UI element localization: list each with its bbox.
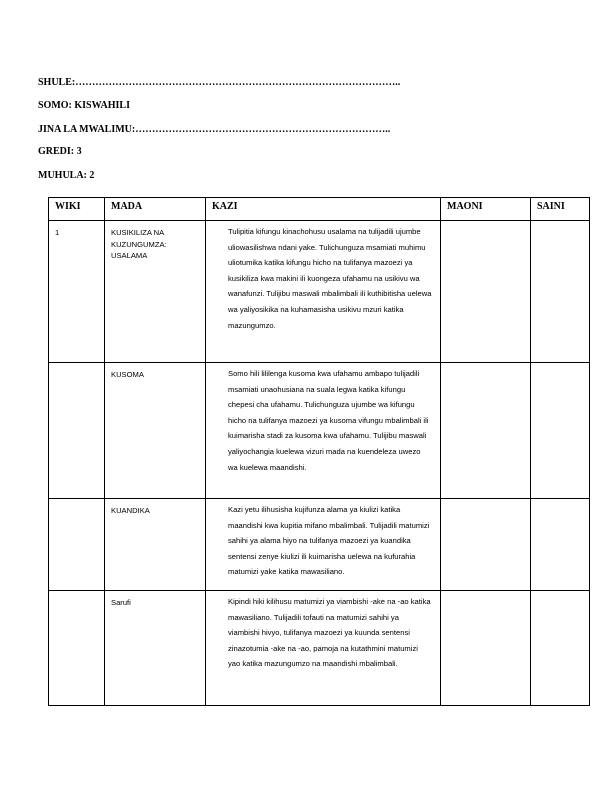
week-cell (49, 499, 105, 591)
comments-cell (441, 363, 531, 499)
week-cell (49, 363, 105, 499)
column-header-wiki: WIKI (49, 198, 105, 221)
work-cell: Somo hili lililenga kusoma kwa ufahamu ambapo tulijadili msamiati unaohusiana na suala legwa katika kifungu chepesi cha ufahamu. Tulichunguza ujumbe wa kifungu hicho na tulifanya mazoezi ya kusoma vifungu mbalimbali ili kuimarisha stadi za kusoma kwa ufahamu. Tulijibu maswali yaliyochangia kuelewa vizuri mada na kuendeleza uwezo wa kuelewa maandishi. (206, 363, 441, 499)
work-cell: Tulipitia kifungu kinachohusu usalama na tulijadili ujumbe uliowasilishwa ndani yake. Tulichunguza msamiati muhimu uliotumika katika kifungu hicho na tulifanya mazoezi ya kusikiliza kwa makini ili kuongeza ufahamu na usikivu wa wanafunzi. Tulijibu maswali mbalimbali ili kuthibitisha uelewa wa yaliyosikika na kuhamasisha usikivu mzuri katika mazungumzo. (206, 221, 441, 363)
topic-cell: Sarufi (105, 591, 206, 706)
grade-field: GREDI: 3 (38, 146, 82, 157)
signature-cell (531, 499, 590, 591)
column-header-mada: MADA (105, 198, 206, 221)
comments-cell (441, 221, 531, 363)
subject-field: SOMO: KISWAHILI (38, 100, 130, 111)
column-header-saini: SAINI (531, 198, 590, 221)
table-header-row (49, 198, 590, 221)
week-cell: 1 (49, 221, 105, 363)
table-row (49, 221, 590, 363)
term-field: MUHULA: 2 (38, 170, 95, 181)
topic-cell: KUANDIKA (105, 499, 206, 591)
signature-cell (531, 221, 590, 363)
column-header-maoni: MAONI (441, 198, 531, 221)
topic-cell: KUSIKILIZA NA KUZUNGUMZA: USALAMA (105, 221, 206, 363)
signature-cell (531, 591, 590, 706)
table-row (49, 591, 590, 706)
comments-cell (441, 499, 531, 591)
lesson-record-table (48, 197, 590, 706)
comments-cell (441, 591, 531, 706)
week-cell (49, 591, 105, 706)
signature-cell (531, 363, 590, 499)
column-header-kazi: KAZI (206, 198, 441, 221)
teacher-name-field: JINA LA MWALIMU:………………………………………………………………….. (38, 124, 391, 135)
table-row (49, 363, 590, 499)
school-field: SHULE:…………………………………………………………………………………….. (38, 77, 401, 88)
work-cell: Kazi yetu ilihusisha kujifunza alama ya kiulizi katika maandishi kwa kupitia mifano mbalimbali. Tulijadili matumizi sahihi ya alama hiyo na tulifanya mazoezi ya kuandika sentensi zenye kiulizi ili kuimarisha uelewa na kufurahia matumizi yake katika mawasiliano. (206, 499, 441, 591)
topic-cell: KUSOMA (105, 363, 206, 499)
table-row (49, 499, 590, 591)
work-cell: Kipindi hiki kilihusu matumizi ya viambishi -ake na -ao katika mawasiliano. Tulijadili tofauti na matumizi sahihi ya viambishi hivyo, tulifanya mazoezi ya kuunda sentensi zinazotumia -ake na -ao, pamoja na kutathmini matumizi yao katika mazungumzo na maandishi mbalimbali. (206, 591, 441, 706)
